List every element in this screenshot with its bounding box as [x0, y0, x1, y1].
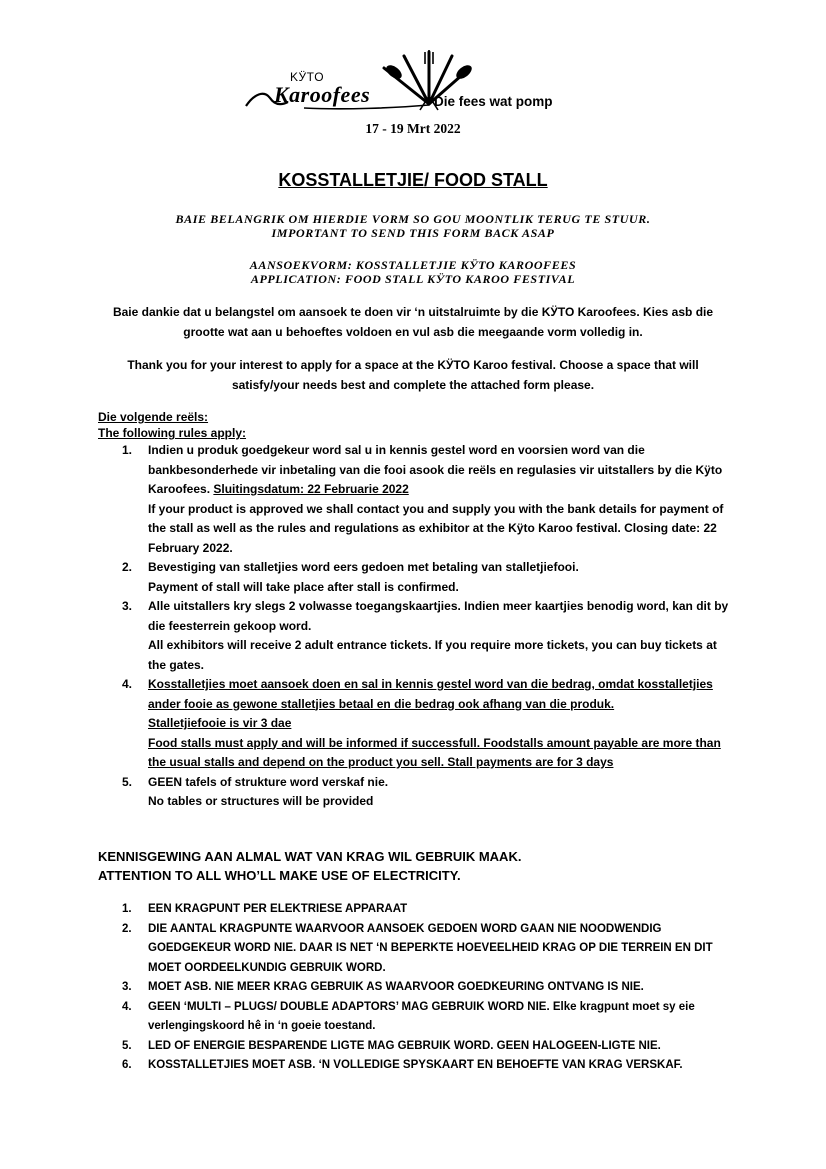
rule-text-af: GEEN tafels of strukture word verskaf nie. — [148, 774, 389, 789]
item-number: 3. — [122, 981, 132, 993]
rule-text-en: No tables or structures will be provided — [148, 794, 374, 808]
intro-english: Thank you for your interest to apply for a space at the KӰTO Karoo festival. Choose a space that will satisfy/your needs best and complete the attached form please. — [127, 358, 699, 392]
rule-text-af: Kosstalletjies moet aansoek doen en sal in kennis gestel word van die bedrag, omdat kosstalletjies ander fooie as gewone stalletjies betaal en die bedrag ook afhang van die produk. — [148, 677, 713, 711]
electricity-rule-text: MOET ASB. NIE MEER KRAG GEBRUIK AS WAARVOOR GOEDKEURING ONTVANG IS NIE. — [148, 981, 644, 993]
item-number: 1. — [122, 443, 133, 457]
electricity-rule-text: LED OF ENERGIE BESPARENDE LIGTE MAG GEBRUIK WORD. GEEN HALOGEEN-LIGTE NIE. — [148, 1039, 661, 1052]
item-number: 5. — [122, 1039, 132, 1052]
list-item — [98, 441, 738, 558]
rules-list — [98, 441, 738, 812]
important-line-en: IMPORTANT TO SEND THIS FORM BACK ASAP — [271, 226, 555, 240]
electricity-rule-text: DIE AANTAL KRAGPUNTE WAARVOOR AANSOEK GEDOEN WORD GAAN NIE NOODWENDIG GOEDGEKEUR WORD NIE. DAAR IS NET ‘N BEPERKTE HOEVEELHEID KRAG OP DIE TERREIN EN DIT MOET OORDEELKUNDIG GEBRUIK WORD. — [148, 922, 713, 974]
electricity-notice — [98, 847, 521, 885]
application-heading — [0, 258, 826, 286]
electricity-rules-list — [98, 900, 738, 1076]
rule-text-en: All exhibitors will receive 2 adult entrance tickets. If you require more tickets, you can buy tickets at the gates. — [148, 638, 717, 672]
intro-afrikaans: Baie dankie dat u belangstel om aansoek te doen vir ‘n uitstalruimte by die KӰTO Karoofees. Kies asb die grootte wat aan u behoeftes voldoen en vul asb die meegaande vorm volledig in. — [112, 305, 714, 339]
rule-text-af: Indien u produk goedgekeur word sal u in kennis gestel word en voorsien word van die bankbesonderhede vir inbetaling van die fooi asook die reëls en regulasies vir uitstallers by die Kӱto Karoofees. — [148, 443, 723, 496]
item-number: 3. — [122, 599, 133, 613]
notice-line-af: KENNISGEWING AAN ALMAL WAT VAN KRAG WIL GEBRUIK MAAK. — [98, 849, 522, 864]
rules-heading-en: The following rules apply: — [98, 426, 247, 440]
notice-line-en: ATTENTION TO ALL WHO’LL MAKE USE OF ELECTRICITY. — [98, 868, 461, 883]
application-line-en: APPLICATION: FOOD STALL KӰTO KAROO FESTIVAL — [250, 272, 576, 286]
rule-text-en: Food stalls must apply and will be informed if successfull. Foodstalls amount payable are more than the usual stalls and depend on the product you sell. Stall payments are for 3 days — [148, 735, 721, 769]
important-notice — [0, 212, 826, 240]
item-number: 2. — [122, 922, 132, 935]
electricity-rule-text: KOSSTALLETJIES MOET ASB. ‘N VOLLEDIGE SPYSKAART EN BEHOEFTE VAN KRAG VERSKAF. — [148, 1059, 683, 1071]
item-number: 4. — [122, 1000, 132, 1013]
brand-top-text: KӰTO — [290, 70, 325, 84]
application-line-af: AANSOEKVORM: KOSSTALLETJIE KӰTO KAROOFEES — [249, 258, 577, 272]
list-item — [98, 900, 738, 920]
list-item — [98, 558, 738, 597]
item-number: 5. — [122, 774, 133, 789]
rule-deadline-af: Sluitingsdatum: 22 Februarie 2022 — [213, 482, 409, 496]
rules-heading-af: Die volgende reëls: — [98, 410, 209, 424]
important-line-af: BAIE BELANGRIK OM HIERDIE VORM SO GOU MOONTLIK TERUG TE STUUR. — [175, 212, 651, 226]
rules-heading — [98, 409, 246, 441]
list-item — [98, 978, 738, 998]
list-item — [98, 597, 738, 675]
brand-name: Karoofees — [274, 82, 371, 107]
item-number: 2. — [122, 560, 133, 574]
electricity-rule-text: GEEN ‘MULTI – PLUGS/ DOUBLE ADAPTORS’ MAG GEBRUIK WORD NIE. Elke kragpunt moet sy eie verlengingskoord hê in ‘n goeie toestand. — [148, 1000, 695, 1032]
tagline: Die fees wat pomp — [434, 94, 553, 109]
rule-text-af: Bevestiging van stalletjies word eers gedoen met betaling van stalletjiefooi. — [148, 560, 579, 574]
list-item — [98, 920, 738, 979]
item-number: 6. — [122, 1059, 132, 1071]
item-number: 4. — [122, 677, 133, 691]
list-item — [98, 998, 738, 1037]
rule-text-af: Alle uitstallers kry slegs 2 volwasse toegangskaartjies. Indien meer kaartjies benodig word, kan dit by die feesterrein gekoop word. — [148, 599, 729, 633]
electricity-rule-text: EEN KRAGPUNT PER ELEKTRIESE APPARAAT — [148, 903, 408, 915]
rule-fee-duration-af: Stalletjiefooie is vir 3 dae — [148, 716, 292, 730]
rule-text-en: Payment of stall will take place after stall is confirmed. — [148, 579, 459, 594]
page-title: KOSSTALLETJIE/ FOOD STALL — [278, 170, 548, 190]
list-item — [98, 1037, 738, 1057]
rule-text-en: If your product is approved we shall contact you and supply you with the bank details for payment of the stall as well as the rules and regulations as exhibitor at the Kӱto Karoo festival. Closing date: 22 February 2022. — [148, 501, 724, 555]
list-item — [98, 675, 738, 773]
festival-logo — [244, 50, 584, 120]
list-item — [98, 773, 738, 812]
list-item — [98, 1056, 738, 1076]
item-number: 1. — [122, 903, 132, 915]
festival-dates: 17 - 19 Mrt 2022 — [365, 121, 461, 136]
